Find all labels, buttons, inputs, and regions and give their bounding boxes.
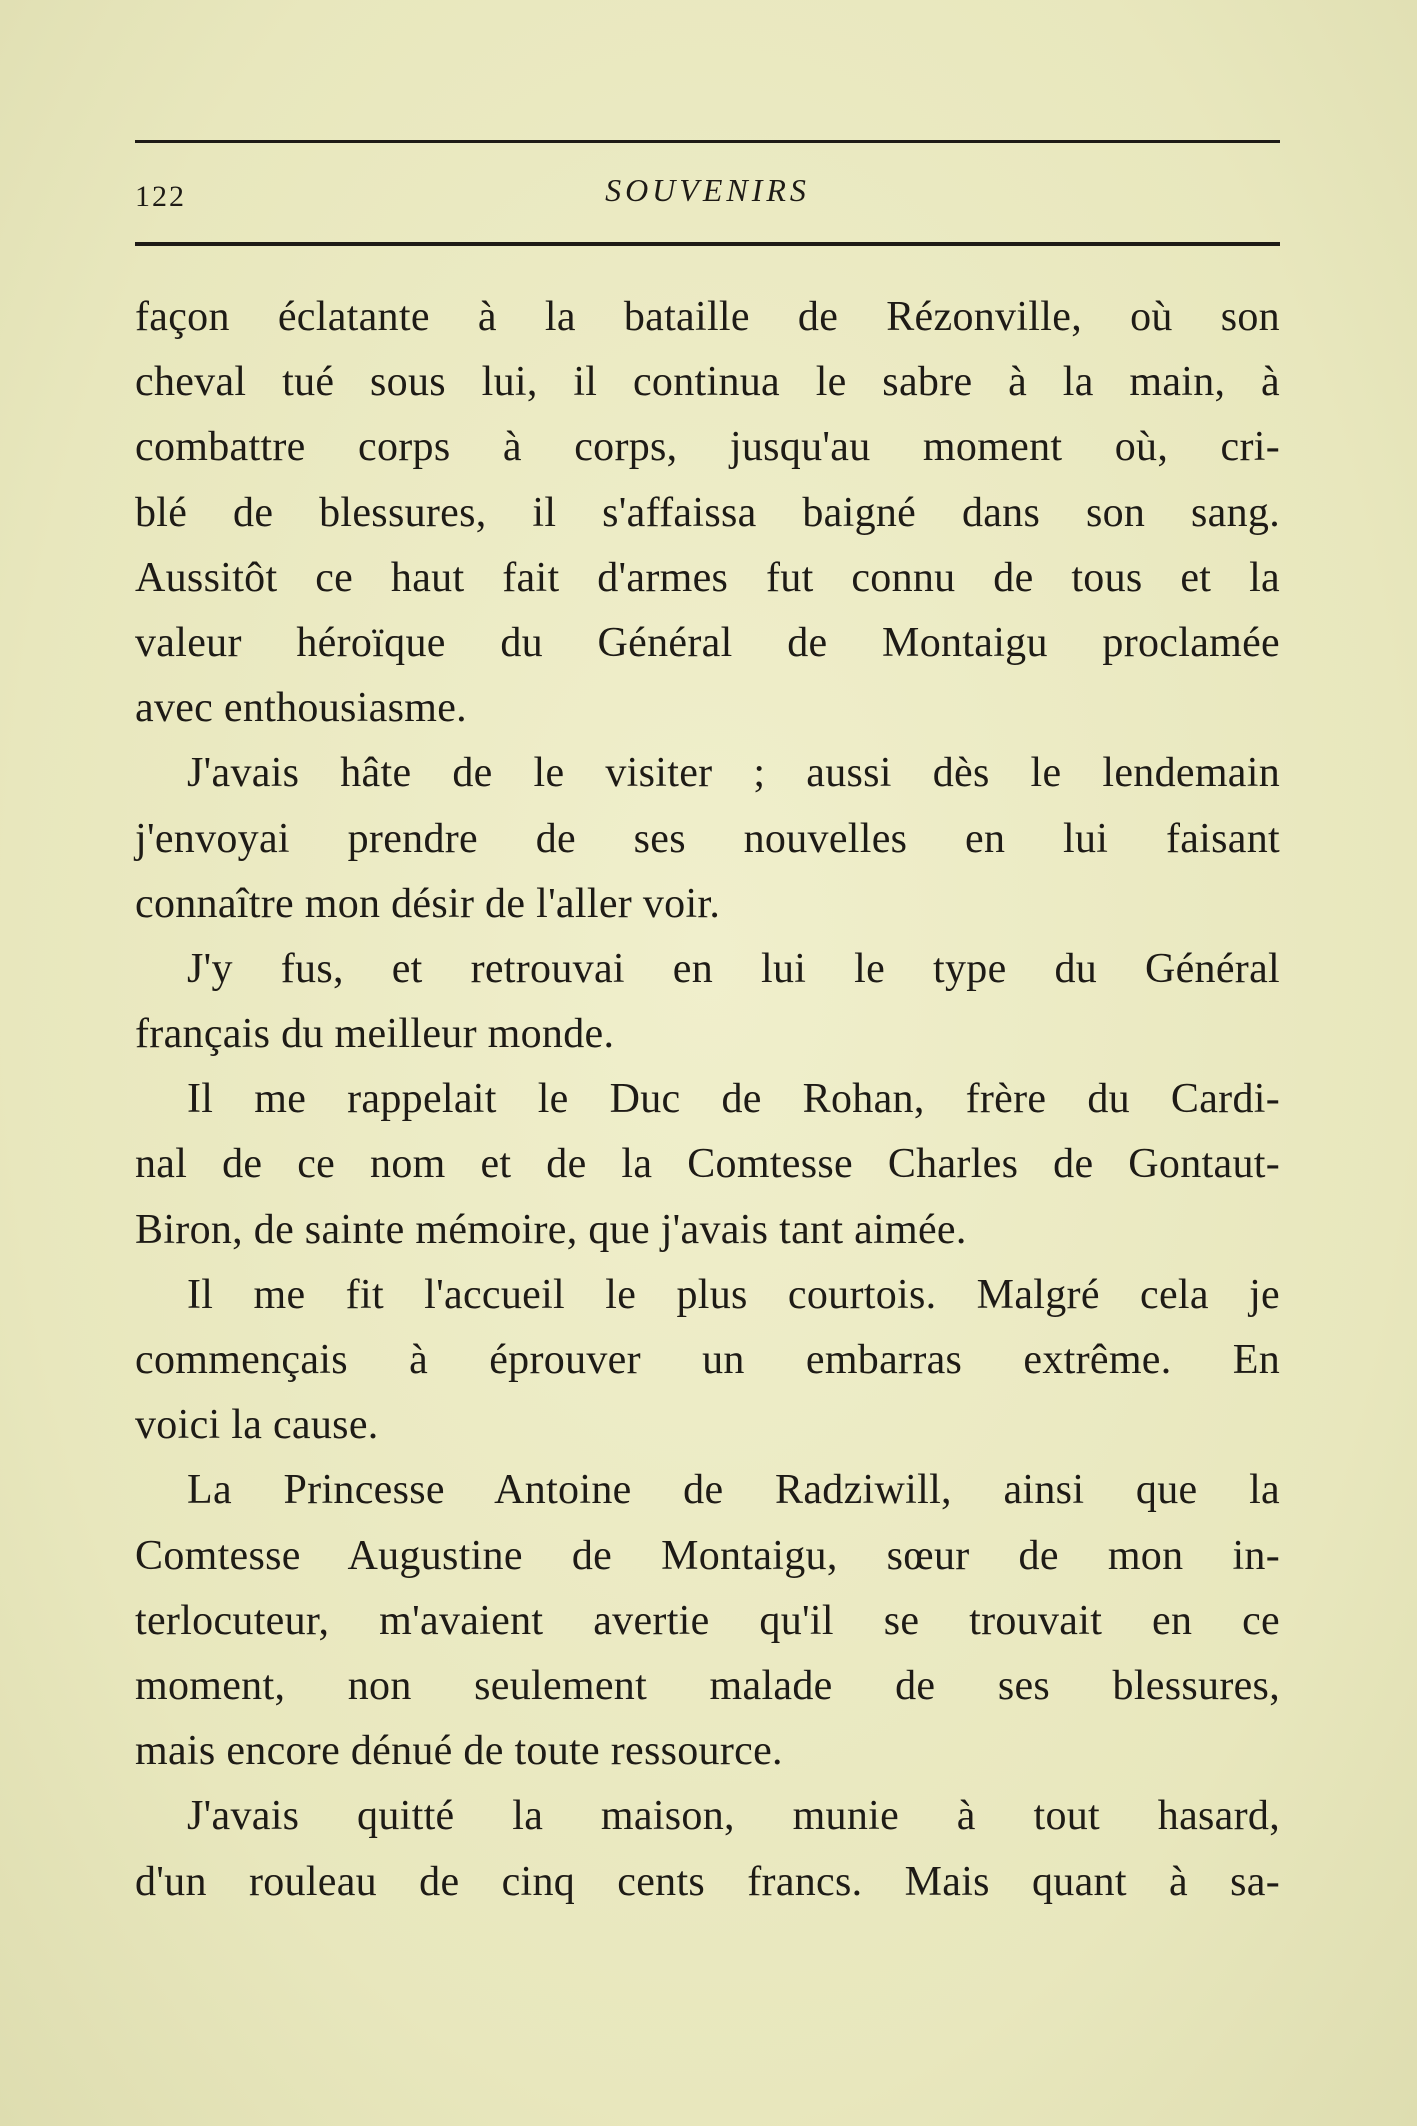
running-head [135,172,1280,220]
text-line: avec enthousiasme. [135,685,467,732]
running-title: SOUVENIRS [605,172,810,208]
text-line: Biron, de sainte mémoire, que j'avais tant aimée. [135,1206,967,1253]
text-line: Aussitôt ce haut fait d'armes fut connu de tous et la [135,554,1280,601]
text-line: voici la cause. [135,1402,379,1449]
header-rule-bottom [135,242,1280,246]
text-line: moment, non seulement malade de ses blessures, [135,1662,1280,1709]
text-line: cheval tué sous lui, il continua le sabre à la main, à [135,359,1280,406]
text-line: valeur héroïque du Général de Montaigu proclamée [135,619,1280,666]
text-line: Comtesse Augustine de Montaigu, sœur de mon in- [135,1532,1280,1579]
text-line: j'envoyai prendre de ses nouvelles en lui faisant [135,815,1280,862]
text-line: terlocuteur, m'avaient avertie qu'il se trouvait en ce [135,1597,1280,1644]
header-rule-top [135,140,1280,143]
text-line: J'y fus, et retrouvai en lui le type du Général [187,945,1280,992]
text-line: J'avais quitté la maison, munie à tout hasard, [187,1793,1280,1840]
text-line: Il me fit l'accueil le plus courtois. Malgré cela je [187,1271,1280,1318]
text-line: blé de blessures, il s'affaissa baigné dans son sang. [135,489,1280,536]
text-line: nal de ce nom et de la Comtesse Charles de Gontaut- [135,1141,1280,1188]
page-number: 122 [135,180,186,213]
text-line: connaître mon désir de l'aller voir. [135,880,721,927]
text-line: commençais à éprouver un embarras extrême. En [135,1337,1280,1383]
text-line: français du meilleur monde. [135,1011,615,1058]
text-line: combattre corps à corps, jusqu'au moment où, cri- [135,424,1280,471]
text-line: d'un rouleau de cinq cents francs. Mais quant à sa- [135,1858,1280,1905]
text-line: La Princesse Antoine de Radziwill, ainsi que la [187,1467,1280,1514]
text-line: façon éclatante à la bataille de Rézonville, où son [135,294,1280,340]
text-line: mais encore dénué de toute ressource. [135,1728,783,1775]
body-text [135,285,1280,1915]
text-line: J'avais hâte de le visiter ; aussi dès le lendemain [187,750,1280,797]
text-line: Il me rappelait le Duc de Rohan, frère du Cardi- [187,1076,1280,1123]
